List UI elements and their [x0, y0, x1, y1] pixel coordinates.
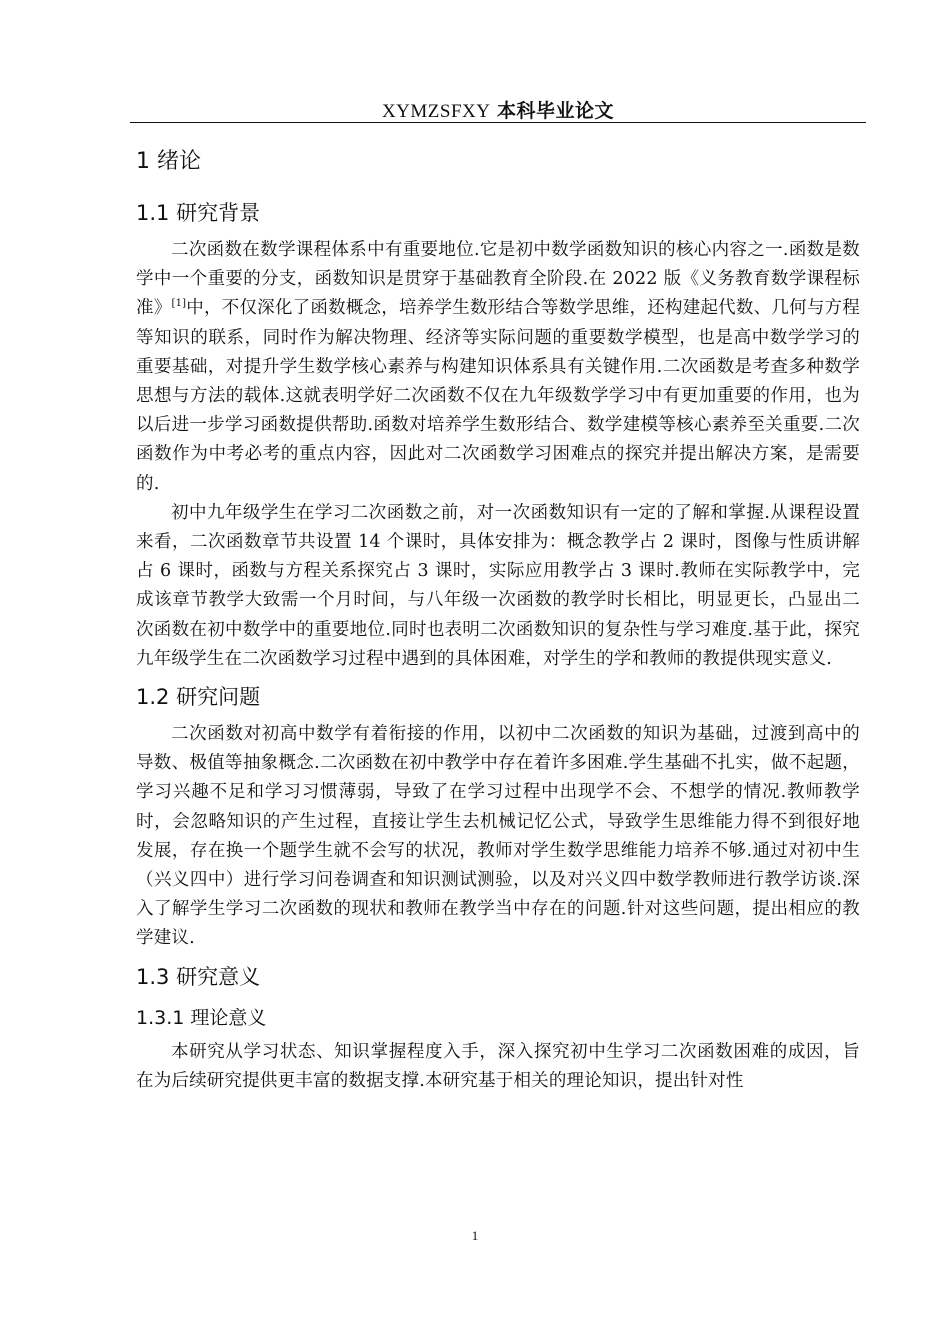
section-title-1-2: 1.2 研究问题	[136, 685, 261, 710]
header-rule	[130, 122, 866, 123]
citation-ref[interactable]: [1]	[171, 298, 187, 310]
paragraph-1-2-a: 二次函数对初高中数学有着衔接的作用，以初中二次函数的知识为基础，过渡到高中的导数、极值等抽象概念.二次函数在初中教学中存在着许多困难.学生基础不扎实，做不起题，学习兴趣不足和学习习惯薄弱，导致了在学习过程中出现学不会、不想学的情况.教师教学时，会忽略知识的产生过程，直接让学生去机械记忆公式，导致学生思维能力得不到很好地发展，存在换一个题学生就不会写的状况，教师对学生数学思维能力培养不够.通过对初中生（兴义四中）进行学习问卷调查和知识测试测验，以及对兴义四中数学教师进行教学访谈.深入了解学生学习二次函数的现状和教师在教学当中存在的问题.针对这些问题，提出相应的教学建议.	[136, 724, 860, 949]
running-header	[130, 96, 866, 123]
paragraph-text: 中，不仅深化了函数概念，培养学生数形结合等数学思维，还构建起代数、几何与方程等知识的联系，同时作为解决物理、经济等实际问题的重要数学模型，也是高中数学学习的重要基础，对提升学生数学核心素养与构建知识体系具有关键作用.二次函数是考查多种数学思想与方法的载体.这就表明学好二次函数不仅在九年级数学学习中有更加重要的作用，也为以后进一步学习函数提供帮助.函数对培养学生数形结合、数学建模等核心素养至关重要.二次函数作为中考必考的重点内容，因此对二次函数学习困难点的探究并提出解决方案，是需要的.	[136, 298, 860, 494]
paragraph-1-1-b: 初中九年级学生在学习二次函数之前，对一次函数知识有一定的了解和掌握.从课程设置来看，二次函数章节共设置 14 个课时，具体安排为：概念教学占 2 课时，图像与性质讲解占 6 课时，函数与方程关系探究占 3 课时，实际应用教学占 3 课时.教师在实际教学中，完成该章节教学大致需一个月时间，与八年级一次函数的教学时长相比，明显更长，凸显出二次函数在初中数学中的重要地位.同时也表明二次函数知识的复杂性与学习难度.基于此，探究九年级学生在二次函数学习过程中遇到的具体困难，对学生的学和教师的教提供现实意义.	[136, 502, 860, 669]
header-latin: XYMZSFXY	[381, 101, 491, 122]
paragraph-text: 二次函数在数学课程体系中有重要地位.它是初中数学函数知识的核心内容之一.函数是数学中一个重要的分支，函数知识是贯穿于基础教育全阶段.在 2022 版《义务教育数学课程标准》	[136, 240, 860, 319]
chapter-title: 1 绪论	[136, 149, 201, 174]
subsection-title-1-3-1: 1.3.1 理论意义	[136, 1006, 267, 1029]
section-title-1-3: 1.3 研究意义	[136, 964, 261, 989]
page-number: 1	[471, 1228, 479, 1243]
page-body	[136, 140, 860, 1096]
paragraph-1-3-1-a: 本研究从学习状态、知识掌握程度入手，深入探究初中生学习二次函数困难的成因，旨在为后续研究提供更丰富的数据支撑.本研究基于相关的理论知识，提出针对性	[136, 1041, 860, 1091]
header-thesis-label: 本科毕业论文	[497, 100, 615, 122]
paragraph-1-1-a	[136, 236, 860, 499]
section-title-1-1: 1.1 研究背景	[136, 201, 261, 225]
